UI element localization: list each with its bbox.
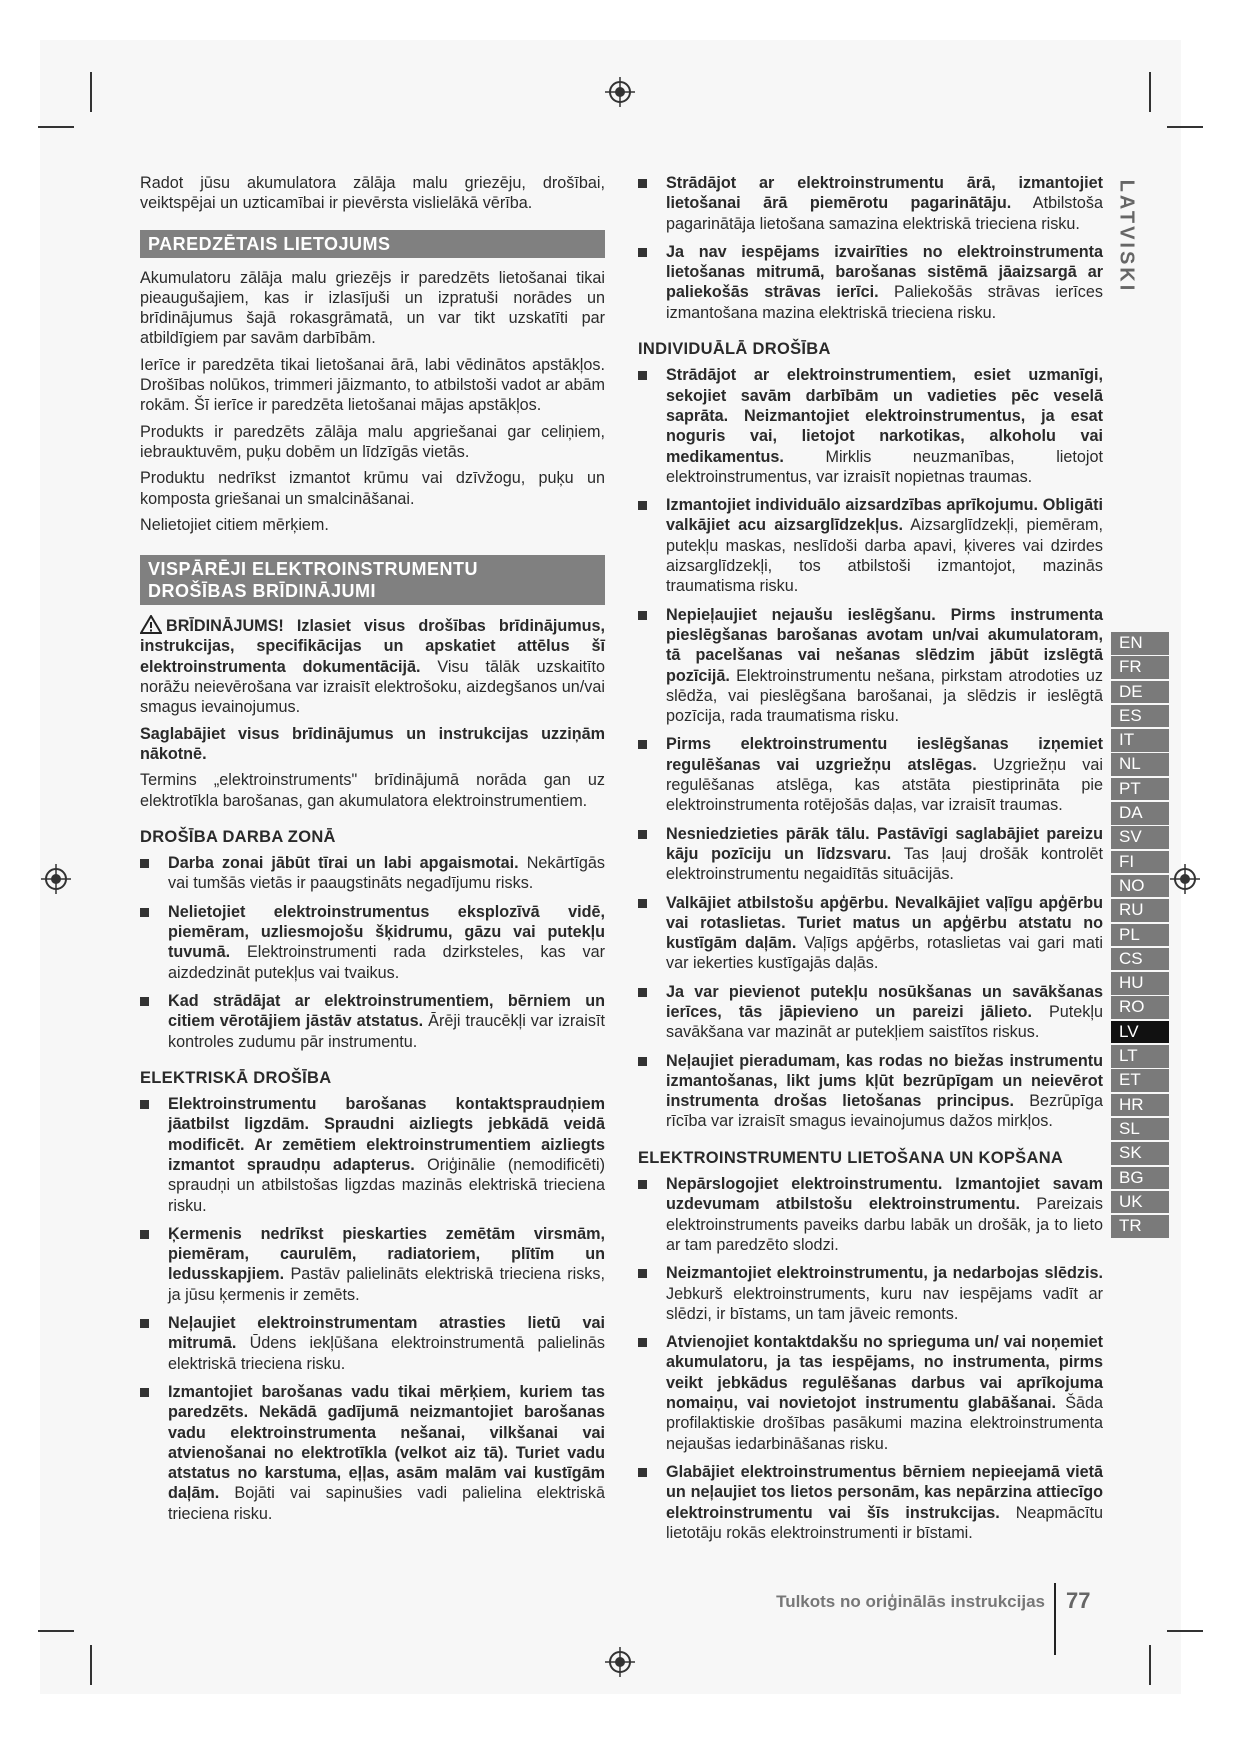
list-item bbox=[638, 173, 1103, 234]
list-item bbox=[638, 1332, 1103, 1454]
language-tab-lv[interactable]: LV bbox=[1111, 1021, 1169, 1044]
item-text: Paliekošās strāvas ierīces izmantošana mazina elektriskā trieciena risku. bbox=[666, 283, 1103, 322]
language-tab-en[interactable]: EN bbox=[1111, 632, 1169, 655]
left-column bbox=[140, 173, 605, 1532]
warning-paragraph bbox=[140, 615, 605, 717]
intro-paragraph: Radot jūsu akumulatora zālāja malu griezēju, drošībai, veiktspējai un uzticamībai ir pievērsta vislielākā vērība. bbox=[140, 174, 605, 213]
list-item bbox=[638, 1462, 1103, 1543]
language-tab-ro[interactable]: RO bbox=[1111, 996, 1169, 1019]
bullet-icon bbox=[638, 611, 647, 620]
list-item bbox=[140, 991, 605, 1052]
language-tab-bg[interactable]: BG bbox=[1111, 1167, 1169, 1190]
language-tab-da[interactable]: DA bbox=[1111, 802, 1169, 825]
item-bold: Kad strādājat ar elektroinstrumentiem, bērniem un citiem vērotājiem jāstāv atstatus. bbox=[168, 991, 605, 1031]
crop-mark bbox=[90, 1645, 92, 1685]
item-text: Elektroinstrumenti rada dzirksteles, kas var aizdedzināt putekļus vai tvaikus. bbox=[168, 943, 605, 982]
bullet-icon bbox=[140, 1100, 149, 1109]
outdoor-list bbox=[638, 173, 1103, 323]
registration-mark-icon bbox=[605, 77, 635, 107]
crop-mark bbox=[38, 126, 74, 128]
language-tab-ru[interactable]: RU bbox=[1111, 899, 1169, 922]
intended-use-paragraph: Nelietojiet citiem mērķiem. bbox=[140, 515, 329, 534]
bullet-icon bbox=[638, 899, 647, 908]
subheading-work-area: DROŠĪBA DARBA ZONĀ bbox=[140, 827, 336, 846]
item-bold: Atvienojiet kontaktdakšu no sprieguma un/ vai noņemiet akumulatoru, ja tas iespējams, no instrumenta, pirms veikt jebkādus regulēšanas darbus vai aprīkojuma nomaiņu, vai novietojot instrumentu glabāšanai. bbox=[666, 1333, 1103, 1413]
language-tab-nl[interactable]: NL bbox=[1111, 753, 1169, 776]
bullet-icon bbox=[638, 988, 647, 997]
item-text: Oriģinālie (nemodificēti) spraudņi un atbilstošas ligzdas mazinās elektriskā trieciena risku. bbox=[168, 1155, 605, 1215]
language-tab-it[interactable]: IT bbox=[1111, 729, 1169, 752]
warning-bold: BRĪDINĀJUMS! Izlasiet visus drošības brīdinājumus, instrukcijas, specifikācijas un apskatiet attēlus šī elektroinstrumenta dokumentācijā. bbox=[140, 617, 605, 676]
bullet-icon bbox=[638, 740, 647, 749]
language-tab-tr[interactable]: TR bbox=[1111, 1215, 1169, 1238]
item-text: Pastāv palielināts elektriskā trieciena risks, ja jūsu ķermenis ir zemēts. bbox=[168, 1265, 605, 1304]
heading-line: VISPĀRĒJI ELEKTROINSTRUMENTU bbox=[148, 559, 479, 580]
language-tab-pl[interactable]: PL bbox=[1111, 924, 1169, 947]
bullet-icon bbox=[638, 1468, 647, 1477]
item-bold: Neizmantojiet elektroinstrumentu, ja nedarbojas slēdzis. bbox=[666, 1264, 1103, 1283]
bullet-icon bbox=[638, 1269, 647, 1278]
language-tab-de[interactable]: DE bbox=[1111, 681, 1169, 704]
crop-mark bbox=[1149, 1645, 1151, 1685]
bullet-icon bbox=[638, 248, 647, 257]
list-item bbox=[638, 734, 1103, 815]
language-tab-no[interactable]: NO bbox=[1111, 875, 1169, 898]
language-tab-es[interactable]: ES bbox=[1111, 705, 1169, 728]
bullet-icon bbox=[140, 1230, 149, 1239]
crop-mark bbox=[1149, 72, 1151, 112]
item-text: Ūdens iekļūšana elektroinstrumentā palielinās elektriskā trieciena risku. bbox=[168, 1334, 605, 1373]
intended-use-paragraph: Ierīce ir paredzēta tikai lietošanai ārā, labi vēdinātos apstākļos. Drošības nolūkos, trimmeri jāizmanto, to atbilstoši vadot ar abām rokām. Šī ierīce ir paredzēta lietošanai mājas apstākļos. bbox=[140, 355, 605, 415]
language-tab-pt[interactable]: PT bbox=[1111, 778, 1169, 801]
bullet-icon bbox=[140, 997, 149, 1006]
item-text: Uzgriežņu vai regulēšanas atslēga, kas atstāta piestiprināta pie elektroinstrumenta rotējošās daļas, var izraisīt traumas. bbox=[666, 755, 1103, 815]
language-tab-sl[interactable]: SL bbox=[1111, 1118, 1169, 1141]
side-title-text: LATVISKI bbox=[1115, 179, 1138, 294]
registration-mark-icon bbox=[605, 1647, 635, 1677]
crop-mark bbox=[1167, 126, 1203, 128]
language-tab-cs[interactable]: CS bbox=[1111, 948, 1169, 971]
section-heading-general-warnings bbox=[140, 555, 605, 605]
bullet-icon bbox=[638, 1338, 647, 1347]
list-item bbox=[638, 824, 1103, 885]
item-bold: Nesniedzieties pārāk tālu. Pastāvīgi saglabājiet pareizu kāju pozīciju un līdzsvaru. bbox=[666, 824, 1103, 863]
item-bold: Neļaujiet elektroinstrumentam atrasties lietū vai mitrumā. bbox=[168, 1314, 605, 1353]
list-item bbox=[638, 982, 1103, 1043]
personal-safety-list bbox=[638, 365, 1103, 1131]
item-bold: Pirms elektroinstrumentu ieslēgšanas izņemiet regulēšanas vai uzgriežņu atslēgas. bbox=[666, 735, 1103, 774]
item-text: Ārēji traucēkļi var izraisīt kontroles zudumu pār instrumentu. bbox=[168, 1012, 605, 1051]
item-bold: Valkājiet atbilstošu apģērbu. Nevalkājiet vaļīgu apģērbu vai rotaslietas. Turiet matus un apģērbu atstatu no kustīgām daļām. bbox=[666, 893, 1103, 953]
language-tab-hr[interactable]: HR bbox=[1111, 1094, 1169, 1117]
item-text: Elektroinstrumentu nešana, pirkstam atrodoties uz slēdža, vai pieslēgšana barošanai, ja slēdzis ir ieslēgtā pozīcija, rada traumatisma risku. bbox=[666, 666, 1103, 726]
list-item bbox=[140, 1382, 605, 1524]
heading-line: DROŠĪBAS BRĪDINĀJUMI bbox=[148, 581, 377, 602]
item-bold: Izmantojiet barošanas vadu tikai mērķiem, kuriem tas paredzēts. Nekādā gadījumā neizmantojiet barošanas vadu elektroinstrumenta nešanai, vilkšanai vai atvienošanai no elektrotīkla (velkot aiz tā). Turiet vadu atstatus no karstuma, eļļas, asām malām vai kustīgām daļām. bbox=[168, 1382, 605, 1503]
item-text: Putekļu savākšana var mazināt ar putekļiem saistītos riskus. bbox=[666, 1002, 1103, 1042]
bullet-icon bbox=[638, 830, 647, 839]
item-bold: Nepieļaujiet nejaušu ieslēgšanu. Pirms instrumenta pieslēgšanas barošanas avotam un/vai akumulatoram, tā pacelšanas vai nešanas slēdzim jābūt izslēgtā pozīcijā. bbox=[666, 605, 1103, 685]
intended-use-paragraph: Produkts ir paredzēts zālāja malu apgriešanai gar celiņiem, iebrauktuvēm, puķu dobēm un līdzīgās vietās. bbox=[140, 422, 605, 461]
language-tab-et[interactable]: ET bbox=[1111, 1069, 1169, 1092]
bullet-icon bbox=[638, 501, 647, 510]
warning-triangle-icon bbox=[140, 615, 162, 634]
bullet-icon bbox=[140, 908, 149, 917]
list-item bbox=[140, 853, 605, 894]
item-bold: Glabājiet elektroinstrumentus bērniem nepieejamā vietā un neļaujiet tos lietos personām, kas nepārzina attiecīgo elektroinstrumentu vai šīs instrukcijas. bbox=[666, 1462, 1103, 1522]
list-item bbox=[638, 893, 1103, 974]
item-text: Šāda profilaktiskie drošības pasākumi mazina elektroinstrumenta nejaušas iedarbināšanas risku. bbox=[666, 1394, 1103, 1453]
item-bold: Nelietojiet elektroinstrumentus eksplozīvā vidē, piemēram, uzliesmojošu šķidrumu, gāzu vai putekļu tuvumā. bbox=[168, 902, 605, 962]
language-tab-fi[interactable]: FI bbox=[1111, 851, 1169, 874]
bullet-icon bbox=[140, 1319, 149, 1328]
footer-translation-note: Tulkots no oriģinālās instrukcijas bbox=[776, 1592, 1045, 1611]
item-text: Jebkurš elektroinstruments, kuru nav iespējams vadīt ar slēdzi, ir bīstams, un tam jāveic remonts. bbox=[666, 1284, 1103, 1323]
side-language-title bbox=[1106, 175, 1140, 305]
item-text: Pareizais elektroinstruments paveiks darbu labāk un drošāk, ja to lieto ar tam paredzēto slodzi. bbox=[666, 1195, 1103, 1254]
item-text: Bezrūpīga rīcība var izraisīt smagus ievainojumus dažos mirkļos. bbox=[666, 1092, 1103, 1131]
subheading-tool-use-care: ELEKTROINSTRUMENTU LIETOŠANA UN KOPŠANA bbox=[638, 1148, 1064, 1167]
intended-use-paragraph: Akumulatoru zālāja malu griezējs ir paredzēts lietošanai tikai pieaugušajiem, kas ir izlasījuši un izpratuši norādes un brīdinājumus šajā rokasgrāmatā, un var tikt uzskatīti par atbildīgiem par savām darbībām. bbox=[140, 268, 605, 348]
item-bold: Izmantojiet individuālo aizsardzības aprīkojumu. Obligāti valkājiet acu aizsarglīdzekļus. bbox=[666, 496, 1103, 535]
language-tab-hu[interactable]: HU bbox=[1111, 972, 1169, 995]
bullet-icon bbox=[638, 1057, 647, 1066]
list-item bbox=[638, 242, 1103, 323]
item-bold: Strādājot ar elektroinstrumentu ārā, izmantojiet lietošanai ārā piemērotu pagarinātāju. bbox=[666, 174, 1103, 213]
item-bold: Strādājot ar elektroinstrumentiem, esiet uzmanīgi, sekojiet savām darbībām un vadieties pēc veselā saprāta. Neizmantojiet elektroinstrumentus, ja esat noguris vai, lietojot narkotikas, alkoholu vai medikamentus. bbox=[666, 366, 1103, 466]
term-note: Termins „elektroinstruments" brīdinājumā norāda gan uz elektrotīkla barošanas, gan akumulatora elektroinstrumentiem. bbox=[140, 771, 605, 810]
item-text: Mirklis neuzmanības, lietojot elektroinstrumentus, var izraisīt nopietnas traumas. bbox=[666, 447, 1103, 486]
item-text: Neapmācītu lietotāju rokās elektroinstrumenti ir bīstami. bbox=[666, 1503, 1103, 1542]
intended-use-paragraph: Produktu nedrīkst izmantot krūmu vai dzīvžogu, puķu un komposta griešanai un smalcināšanai. bbox=[140, 469, 605, 508]
electrical-list bbox=[140, 1094, 605, 1524]
item-text: Nekārtīgās vai tumšās vietās ir paaugstināts negadījumu risks. bbox=[168, 854, 605, 893]
tool-use-list bbox=[638, 1174, 1103, 1543]
list-item bbox=[638, 1263, 1103, 1324]
crop-mark bbox=[90, 72, 92, 112]
subheading-electrical: ELEKTRISKĀ DROŠĪBA bbox=[140, 1068, 332, 1087]
item-text: Tas ļauj drošāk kontrolēt elektroinstrumentu negaidītās situācijās. bbox=[666, 844, 1103, 884]
list-item bbox=[140, 1224, 605, 1305]
warning-text: Visu tālāk uzskaitīto norāžu neievērošana var izraisīt elektrošoku, aizdegšanos un/vai smagus ievainojumus. bbox=[140, 657, 605, 717]
item-bold: Neļaujiet pieradumam, kas rodas no biežas instrumentu izmantošanas, likt jums kļūt bezrūpīgam un neievērot instrumenta drošas lietošanas principus. bbox=[666, 1051, 1103, 1111]
crop-mark bbox=[38, 1630, 74, 1632]
item-bold: Ja nav iespējams izvairīties no elektroinstrumenta lietošanas mitrumā, barošanas sistēmā jāaizsargā ar paliekošās strāvas ierīci. bbox=[666, 242, 1103, 302]
bullet-icon bbox=[638, 179, 647, 188]
bullet-icon bbox=[638, 371, 647, 380]
bullet-icon bbox=[140, 859, 149, 868]
item-text: Bojāti vai sapinušies vadi palielina elektriskā trieciena risku. bbox=[168, 1484, 605, 1523]
save-instructions-note: Saglabājiet visus brīdinājumus un instrukcijas uzziņām nākotnē. bbox=[140, 724, 605, 763]
item-bold: Darba zonai jābūt tīrai un labi apgaismotai. bbox=[168, 854, 519, 873]
item-text: Vaļīgs apģērbs, rotaslietas vai gari mati var iekerties kustīgajās daļās. bbox=[666, 934, 1103, 973]
right-column bbox=[638, 173, 1103, 1551]
bullet-icon bbox=[140, 1388, 149, 1397]
language-tab-sv[interactable]: SV bbox=[1111, 826, 1169, 849]
page-number: 77 bbox=[1066, 1588, 1091, 1613]
section-heading-intended-use: PAREDZĒTAIS LIETOJUMS bbox=[140, 230, 605, 258]
list-item bbox=[638, 1051, 1103, 1132]
list-item bbox=[638, 605, 1103, 727]
work-area-list bbox=[140, 853, 605, 1052]
list-item bbox=[140, 1094, 605, 1216]
subheading-personal-safety: INDIVIDUĀLĀ DROŠĪBA bbox=[638, 340, 831, 359]
registration-mark-icon bbox=[1170, 864, 1200, 894]
item-text: Atbilstoša pagarinātāja lietošana samazina elektriskā trieciena risku. bbox=[666, 194, 1103, 233]
list-item bbox=[638, 495, 1103, 596]
crop-mark bbox=[1167, 1630, 1203, 1632]
list-item bbox=[140, 1313, 605, 1374]
language-tab-sk[interactable]: SK bbox=[1111, 1142, 1169, 1165]
footer-divider bbox=[1054, 1583, 1056, 1655]
language-tab-list bbox=[1111, 632, 1169, 1239]
language-tab-uk[interactable]: UK bbox=[1111, 1191, 1169, 1214]
item-bold: Elektroinstrumentu barošanas kontaktspraudņiem jāatbilst ligzdām. Spraudni aizliegts jebkādā veidā modificēt. Ar zemētiem elektroinstrumentiem aizliegts izmantot spraudņu adapterus. bbox=[168, 1095, 605, 1174]
list-item bbox=[638, 1174, 1103, 1255]
list-item bbox=[140, 902, 605, 983]
bullet-icon bbox=[638, 1180, 647, 1189]
list-item bbox=[638, 365, 1103, 487]
item-bold: Ķermenis nedrīkst pieskarties zemētām virsmām, piemēram, caurulēm, radiatoriem, plītīm un ledusskapjiem. bbox=[168, 1224, 605, 1284]
language-tab-lt[interactable]: LT bbox=[1111, 1045, 1169, 1068]
registration-mark-icon bbox=[41, 864, 71, 894]
item-bold: Nepārslogojiet elektroinstrumentu. Izmantojiet savam uzdevumam atbilstošu elektroinstrumentu. bbox=[666, 1175, 1103, 1214]
item-bold: Ja var pievienot putekļu nosūkšanas un savākšanas ierīces, tās jāpievieno un pareizi jālieto. bbox=[666, 982, 1103, 1021]
language-tab-fr[interactable]: FR bbox=[1111, 656, 1169, 679]
item-text: Aizsarglīdzekļi, piemēram, putekļu maskas, neslīdoši darba apavi, ķiveres vai dzirdes aizsarglīdzekļi, tos atbilstoši izmantojot, mazinās traumatisma risku. bbox=[666, 516, 1103, 596]
